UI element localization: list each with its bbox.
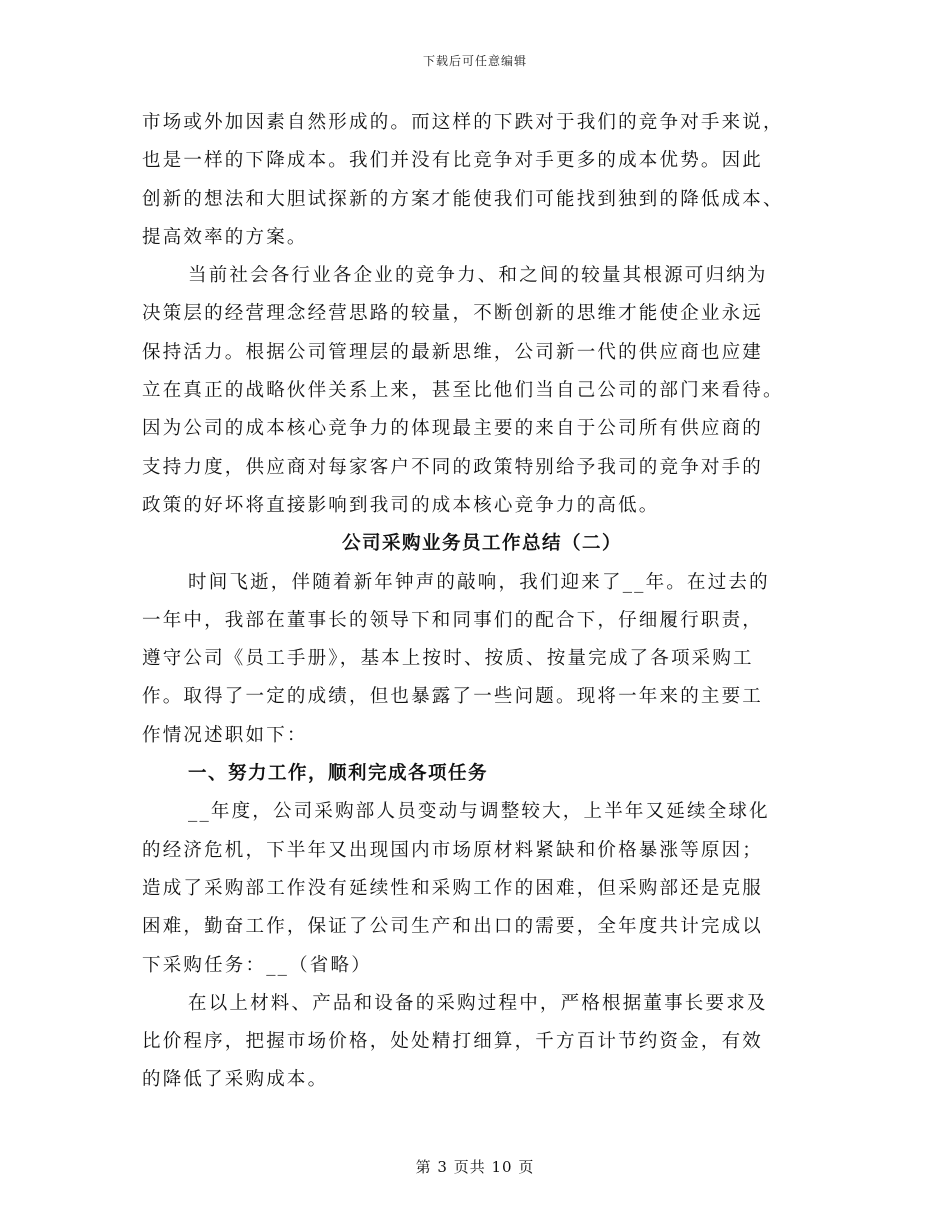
text-line: 立在真正的战略伙伴关系上来，甚至比他们当自己公司的部门来看待。 xyxy=(142,380,784,402)
text-line: 作。取得了一定的成绩，但也暴露了一些问题。现将一年来的主要工 xyxy=(142,686,764,708)
text-line: 的降低了采购成本。 xyxy=(142,1069,329,1091)
text-line: 下采购任务：__（省略） xyxy=(142,954,372,976)
text-line: 也是一样的下降成本。我们并没有比竞争对手更多的成本优势。因此 xyxy=(142,150,764,172)
text-line: __年度，公司采购部人员变动与调整较大，上半年又延续全球化 xyxy=(188,801,770,823)
paragraph-4 xyxy=(142,793,802,984)
text-line: 市场或外加因素自然形成的。而这样的下跌对于我们的竞争对手来说， xyxy=(142,112,784,133)
text-line: 时间飞逝，伴随着新年钟声的敲响，我们迎来了__年。在过去的 xyxy=(188,571,770,593)
text-line: 在以上材料、产品和设备的采购过程中，严格根据董事长要求及 xyxy=(188,992,768,1014)
text-line: 困难，勤奋工作，保证了公司生产和出口的需要，全年度共计完成以 xyxy=(142,916,764,938)
text-line: 创新的想法和大胆试探新的方案才能使我们可能找到独到的降低成本、 xyxy=(142,188,784,210)
text-line: 作情况述职如下： xyxy=(142,724,308,746)
text-line: 因为公司的成本核心竞争力的体现最主要的来自于公司所有供应商的 xyxy=(142,418,764,440)
page-number: 第 3 页共 10 页 xyxy=(415,1158,535,1176)
text-line: 遵守公司《员工手册》，基本上按时、按质、按量完成了各项采购工 xyxy=(142,648,754,670)
document-body xyxy=(142,104,802,1100)
paragraph-1 xyxy=(142,104,802,257)
text-line: 政策的好坏将直接影响到我司的成本核心竞争力的高低。 xyxy=(142,494,660,516)
paragraph-2 xyxy=(142,257,802,525)
text-line: 的经济危机，下半年又出现国内市场原材料紧缺和价格暴涨等原因； xyxy=(142,839,764,861)
text-line: 提高效率的方案。 xyxy=(142,226,308,248)
text-line: 支持力度，供应商对每家客户不同的政策特别给予我司的竞争对手的 xyxy=(142,456,764,478)
section-title: 公司采购业务员工作总结（二） xyxy=(341,533,622,555)
text-line: 一年中，我部在董事长的领导下和同事们的配合下，仔细履行职责， xyxy=(142,609,764,631)
text-line: 当前社会各行业各企业的竞争力、和之间的较量其根源可归纳为 xyxy=(188,265,768,287)
text-line: 造成了采购部工作没有延续性和采购工作的困难，但采购部还是克服 xyxy=(142,877,764,899)
text-line: 决策层的经营理念经营思路的较量，不断创新的思维才能使企业永远 xyxy=(142,303,764,325)
section-heading: 一、努力工作，顺利完成各项任务 xyxy=(188,763,489,785)
header-note: 下载后可任意编辑 xyxy=(422,54,527,68)
paragraph-3 xyxy=(142,564,802,755)
text-line: 保持活力。根据公司管理层的最新思维，公司新一代的供应商也应建 xyxy=(142,341,764,363)
paragraph-5 xyxy=(142,985,802,1100)
text-line: 比价程序，把握市场价格，处处精打细算，千方百计节约资金，有效 xyxy=(142,1031,764,1053)
